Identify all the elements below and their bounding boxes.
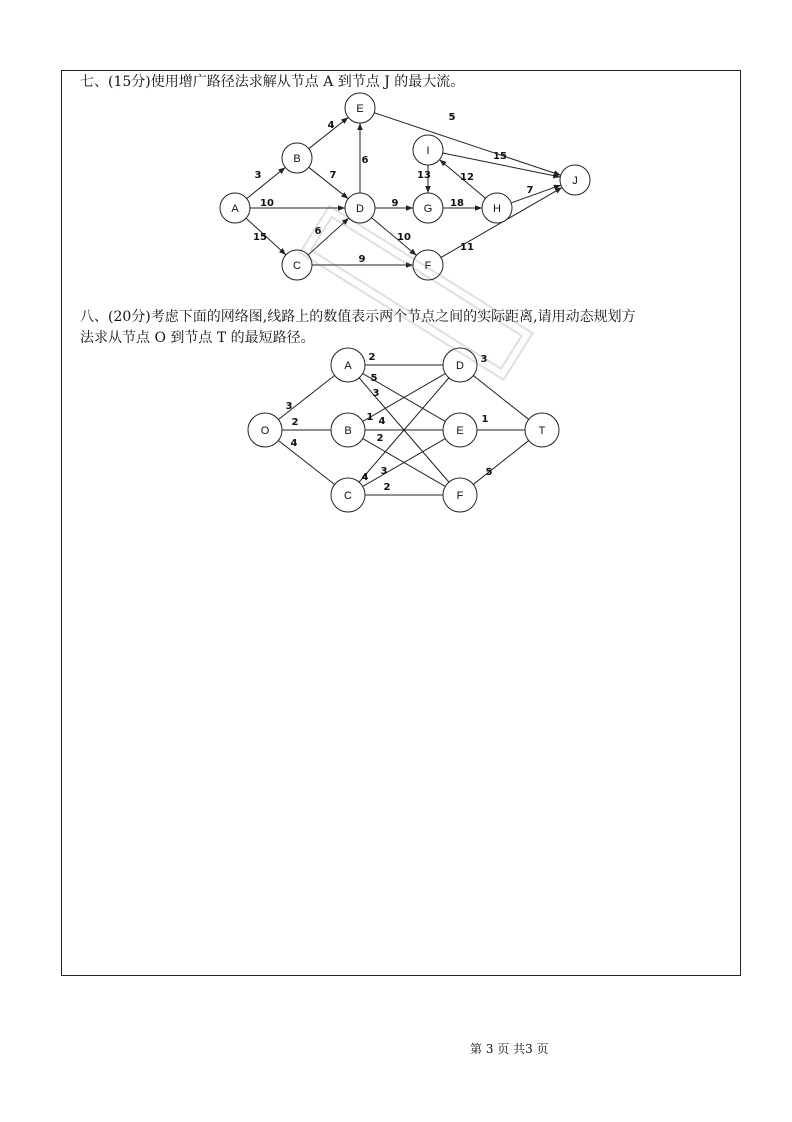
q7-edge-label-g-h: 18 [450, 198, 464, 209]
q8-node-label: B [344, 425, 352, 437]
q8-node-label: A [344, 360, 352, 372]
max-flow-diagram [220, 93, 590, 280]
q7-node-label: E [356, 103, 364, 115]
question-8-text-line-2: 法求从节点 O 到节点 T 的最短路径。 [80, 330, 315, 346]
q7-node-h [482, 193, 512, 223]
q8-edges [278, 352, 528, 495]
q8-edge-label-c-d: 4 [361, 472, 369, 483]
q7-node-label: I [426, 145, 430, 157]
q7-node-label: B [293, 153, 301, 165]
q7-edge-label-a-b: 3 [254, 170, 262, 181]
q7-node-c [282, 250, 312, 280]
q8-edge-label-o-b: 2 [291, 417, 299, 428]
q8-edge-d-t [473, 376, 528, 420]
q7-node-e [345, 93, 375, 123]
q7-edge-label-b-d: 7 [329, 170, 337, 181]
q8-node-label: F [456, 490, 464, 502]
q8-node-t [525, 413, 559, 447]
q7-edge-label-b-e: 4 [327, 120, 335, 131]
q7-edge-label-c-d: 6 [314, 226, 322, 237]
q8-node-o [248, 413, 282, 447]
q8-node-d [443, 348, 477, 382]
q7-node-label: G [423, 203, 433, 215]
q7-nodes [220, 93, 590, 280]
q7-edge-e-j [374, 113, 561, 175]
q7-edge-h-j [511, 185, 561, 203]
question-7-title: 七、(15分)使用增广路径法求解从节点 A 到节点 J 的最大流。 [80, 74, 465, 90]
q8-edge-o-c [278, 440, 334, 484]
q7-node-label: F [424, 260, 432, 272]
q7-node-label: H [493, 203, 501, 215]
q7-edges [246, 112, 562, 265]
q7-node-d [345, 193, 375, 223]
q7-edge-label-d-e: 6 [361, 155, 369, 166]
q7-node-label: C [293, 260, 301, 272]
q8-edge-label-e-t: 1 [481, 414, 489, 425]
q7-edge-label-i-g: 13 [417, 170, 431, 181]
q8-edge-label-d-t: 3 [480, 354, 488, 365]
q8-node-label: T [538, 425, 546, 437]
q8-node-f [443, 478, 477, 512]
q8-edge-label-a-f: 3 [372, 388, 380, 399]
q8-edge-label-o-c: 4 [290, 438, 298, 449]
q8-edge-o-a [278, 375, 334, 419]
q7-edge-label-a-d: 10 [260, 198, 274, 209]
q8-edge-label-f-t: 5 [485, 467, 493, 478]
q7-edge-a-b [247, 167, 286, 198]
q8-node-a [331, 348, 365, 382]
q7-node-j [560, 165, 590, 195]
q8-node-b [331, 413, 365, 447]
q7-node-g [413, 193, 443, 223]
q7-edge-label-e-j: 5 [448, 112, 456, 123]
q7-edge-label-h-i: 12 [460, 172, 474, 183]
q8-node-label: D [456, 360, 464, 372]
q8-node-label: C [344, 490, 352, 502]
q8-edge-label-c-e: 3 [380, 466, 388, 477]
q8-edge-label-a-e: 5 [370, 373, 378, 384]
q7-node-i [413, 135, 443, 165]
q8-edge-label-o-a: 3 [285, 401, 293, 412]
q8-node-label: E [456, 425, 464, 437]
q7-edge-label-a-c: 15 [253, 232, 267, 243]
q8-node-label: O [260, 425, 270, 437]
q7-node-label: D [356, 203, 364, 215]
q7-edge-label-i-j: 15 [493, 151, 507, 162]
q8-edge-label-c-f: 2 [383, 482, 391, 493]
q8-node-e [443, 413, 477, 447]
q8-node-c [331, 478, 365, 512]
shortest-path-diagram [248, 348, 559, 512]
q7-node-b [282, 143, 312, 173]
q8-edge-label-b-d: 1 [366, 412, 374, 423]
q7-edge-label-d-f: 10 [397, 232, 411, 243]
q8-edge-label-b-e: 4 [378, 416, 386, 427]
q7-node-a [220, 193, 250, 223]
q8-edge-f-t [473, 441, 528, 485]
q7-edge-label-d-g: 9 [391, 198, 399, 209]
q7-node-f [413, 250, 443, 280]
q7-node-label: J [572, 175, 578, 187]
question-8-text-line-1: 八、(20分)考虑下面的网络图,线路上的数值表示两个节点之间的实际距离,请用动态规划方 [80, 309, 636, 325]
q7-edge-label-f-j: 11 [460, 242, 474, 253]
q7-edge-label-h-j: 7 [526, 185, 534, 196]
q7-node-label: A [231, 203, 239, 215]
q8-edge-label-b-f: 2 [376, 433, 384, 444]
q7-edge-label-c-f: 9 [358, 254, 366, 265]
page-footer: 第 3 页 共3 页 [470, 1042, 549, 1056]
q7-edge-b-d [309, 167, 349, 198]
q8-edge-label-a-d: 2 [368, 352, 376, 363]
